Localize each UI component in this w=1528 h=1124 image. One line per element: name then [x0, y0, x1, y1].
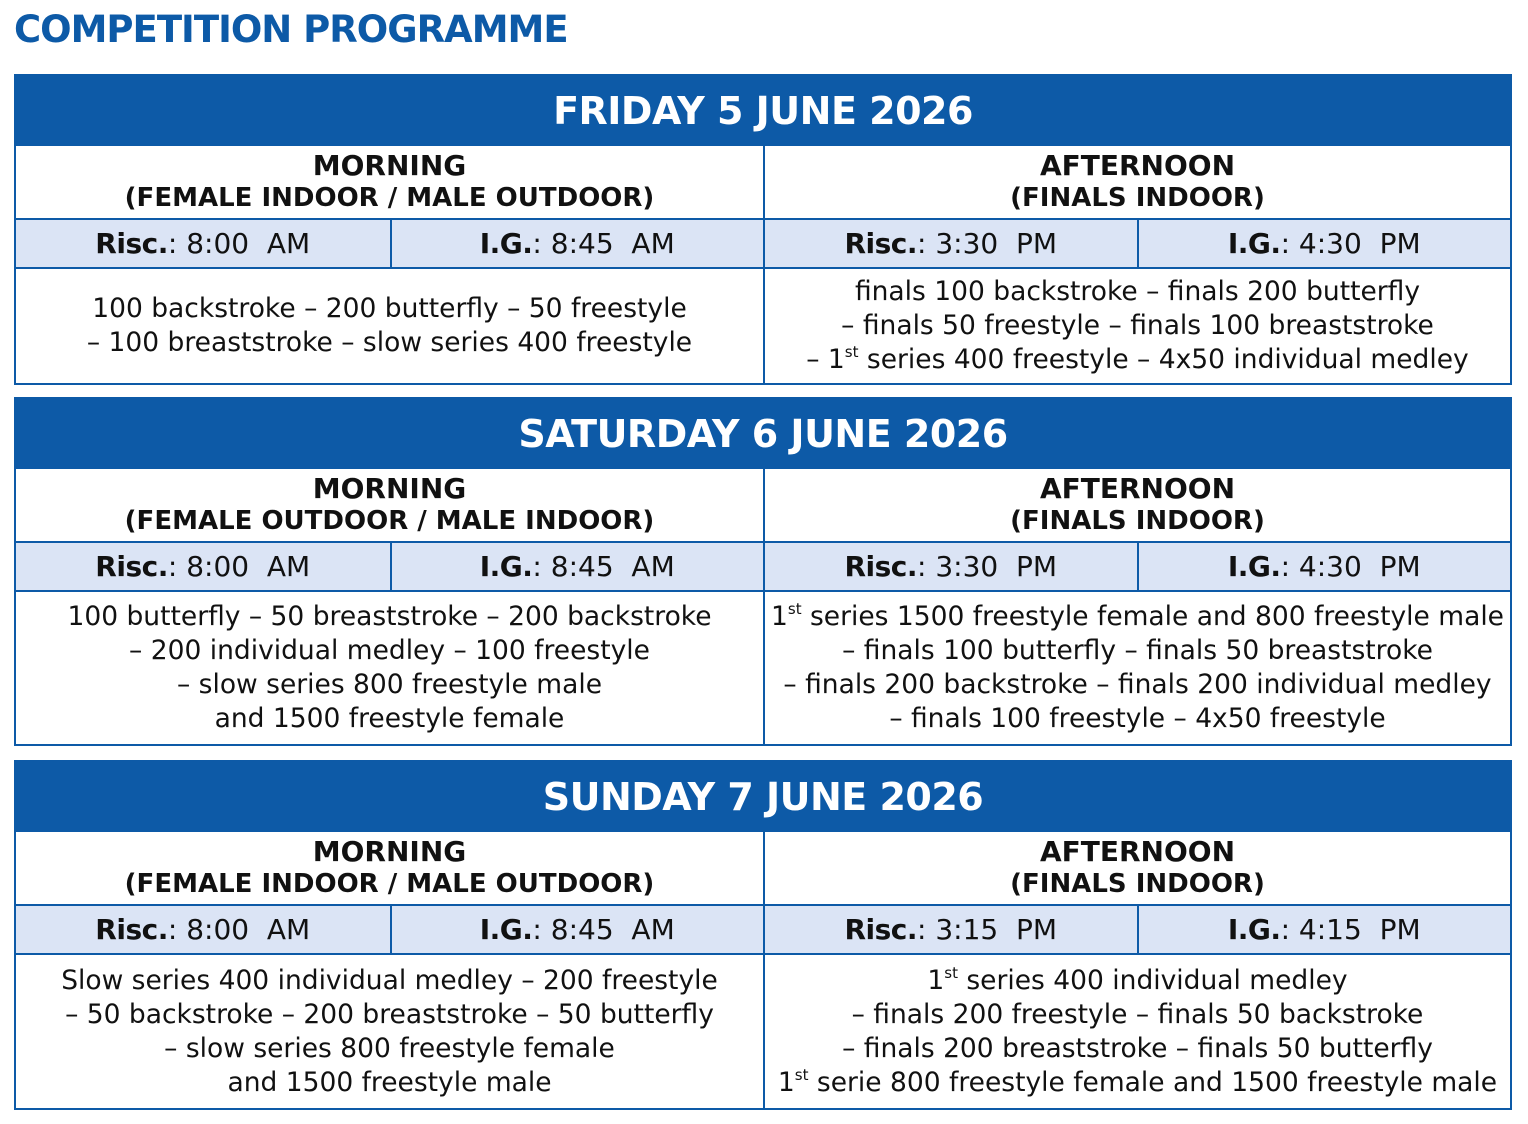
morning-ig-time [390, 220, 764, 267]
afternoon-session-heading [763, 832, 1510, 904]
day-saturday [14, 397, 1512, 746]
afternoon-risc-time [763, 543, 1137, 590]
event-text: – finals 50 freestyle – finals 100 breaststroke [841, 310, 1434, 341]
event-text: 1 [777, 1066, 795, 1098]
event-line [771, 600, 1504, 634]
session-title: AFTERNOON [1039, 835, 1236, 868]
time-label: I.G. [1227, 550, 1281, 583]
event-line [783, 668, 1491, 702]
morning-risc-time [16, 906, 390, 953]
time-label: I.G. [479, 913, 533, 946]
event-line [927, 964, 1347, 998]
event-line: 100 butterfly – 50 breaststroke – 200 backstroke [67, 601, 712, 632]
time-label: Risc. [95, 227, 168, 260]
time-label: Risc. [844, 913, 917, 946]
ordinal-suffix: st [787, 600, 802, 619]
page-title: COMPETITION PROGRAMME [14, 8, 568, 51]
time-label: Risc. [844, 227, 917, 260]
event-text: – finals 200 freestyle – finals 50 backstroke [851, 998, 1424, 1030]
morning-session-heading [16, 146, 763, 218]
event-line [855, 275, 1420, 309]
times-row [16, 906, 1510, 955]
session-subtitle: (FEMALE OUTDOOR / MALE INDOOR) [124, 506, 655, 536]
session-subtitle: (FEMALE INDOOR / MALE OUTDOOR) [124, 869, 655, 899]
event-line [806, 343, 1468, 377]
time-value: : 8:00 AM [167, 913, 311, 946]
day-date: SATURDAY 6 JUNE 2026 [16, 399, 1510, 469]
event-text: 1 [771, 601, 788, 632]
session-headings [16, 469, 1510, 543]
event-line: and 1500 freestyle male [227, 1066, 552, 1098]
event-line: – slow series 800 freestyle male [177, 669, 602, 700]
time-value: : 8:00 AM [167, 550, 311, 583]
day-date: SUNDAY 7 JUNE 2026 [16, 762, 1510, 832]
session-subtitle: (FINALS INDOOR) [1010, 869, 1265, 899]
event-line: and 1500 freestyle female [214, 703, 565, 734]
times-row [16, 543, 1510, 592]
event-text: – finals 200 breaststroke – finals 50 butterfly [842, 1032, 1433, 1064]
event-line: – 100 breaststroke – slow series 400 freestyle [86, 327, 693, 358]
afternoon-ig-time [1137, 906, 1511, 953]
time-value: : 3:30 PM [917, 227, 1058, 260]
ordinal-suffix: st [794, 1065, 809, 1084]
time-label: I.G. [479, 227, 533, 260]
event-text: – finals 100 freestyle – 4x50 freestyle [889, 703, 1386, 734]
session-subtitle: (FINALS INDOOR) [1010, 183, 1265, 213]
event-line [842, 1032, 1433, 1066]
session-title: MORNING [312, 149, 467, 182]
events-row [16, 269, 1510, 383]
session-subtitle: (FEMALE INDOOR / MALE OUTDOOR) [124, 183, 655, 213]
event-line: Slow series 400 individual medley – 200 freestyle [61, 964, 718, 996]
session-title: MORNING [312, 835, 467, 868]
session-subtitle: (FINALS INDOOR) [1010, 506, 1265, 536]
afternoon-ig-time [1137, 543, 1511, 590]
event-text: series 1500 freestyle female and 800 freestyle male [801, 601, 1504, 632]
event-line: – 200 individual medley – 100 freestyle [129, 635, 650, 666]
event-text: series 400 freestyle – 4x50 individual medley [858, 344, 1469, 375]
time-label: I.G. [1227, 227, 1281, 260]
session-headings [16, 146, 1510, 220]
morning-session-heading [16, 469, 763, 541]
event-line: – slow series 800 freestyle female [164, 1032, 615, 1064]
session-title: MORNING [312, 472, 467, 505]
event-text: – finals 200 backstroke – finals 200 individual medley [783, 669, 1492, 700]
time-label: Risc. [95, 913, 168, 946]
morning-ig-time [390, 906, 764, 953]
time-value: : 8:00 AM [167, 227, 311, 260]
morning-risc-time [16, 543, 390, 590]
event-line [852, 998, 1424, 1032]
time-value: : 3:30 PM [917, 550, 1058, 583]
event-line [841, 309, 1434, 343]
times-row [16, 220, 1510, 269]
event-line [889, 702, 1385, 736]
event-text: – finals 100 butterfly – finals 50 breaststroke [842, 635, 1433, 666]
time-label: Risc. [95, 550, 168, 583]
event-text: 1 [927, 964, 945, 996]
time-value: : 4:15 PM [1280, 913, 1421, 946]
session-title: AFTERNOON [1039, 472, 1236, 505]
afternoon-events [763, 592, 1510, 744]
afternoon-risc-time [763, 906, 1137, 953]
time-value: : 8:45 AM [532, 550, 675, 583]
afternoon-session-heading [763, 469, 1510, 541]
event-text: – 1 [806, 344, 845, 375]
time-value: : 8:45 AM [532, 913, 675, 946]
time-value: : 3:15 PM [917, 913, 1058, 946]
time-value: : 4:30 PM [1280, 227, 1421, 260]
morning-ig-time [390, 543, 764, 590]
events-row [16, 955, 1510, 1108]
day-date: FRIDAY 5 JUNE 2026 [16, 76, 1510, 146]
session-title: AFTERNOON [1039, 149, 1236, 182]
event-text: series 400 individual medley [957, 964, 1348, 996]
day-friday [14, 74, 1512, 385]
event-line [778, 1066, 1497, 1100]
time-value: : 4:30 PM [1280, 550, 1421, 583]
time-label: Risc. [844, 550, 917, 583]
ordinal-suffix: st [944, 963, 958, 982]
events-row [16, 592, 1510, 744]
morning-events [16, 955, 763, 1108]
event-line [842, 634, 1433, 668]
event-text: finals 100 backstroke – finals 200 butterfly [854, 276, 1421, 307]
afternoon-session-heading [763, 146, 1510, 218]
session-headings [16, 832, 1510, 906]
ordinal-suffix: st [844, 343, 859, 362]
event-line: 100 backstroke – 200 butterfly – 50 freestyle [92, 293, 687, 324]
afternoon-risc-time [763, 220, 1137, 267]
time-value: : 8:45 AM [532, 227, 675, 260]
event-line: – 50 backstroke – 200 breaststroke – 50 butterfly [65, 998, 714, 1030]
event-text: serie 800 freestyle female and 1500 freestyle male [808, 1066, 1498, 1098]
day-sunday [14, 760, 1512, 1110]
morning-events [16, 592, 763, 744]
afternoon-ig-time [1137, 220, 1511, 267]
morning-session-heading [16, 832, 763, 904]
morning-risc-time [16, 220, 390, 267]
time-label: I.G. [1227, 913, 1281, 946]
afternoon-events [763, 269, 1510, 383]
time-label: I.G. [479, 550, 533, 583]
morning-events [16, 269, 763, 383]
afternoon-events [763, 955, 1510, 1108]
